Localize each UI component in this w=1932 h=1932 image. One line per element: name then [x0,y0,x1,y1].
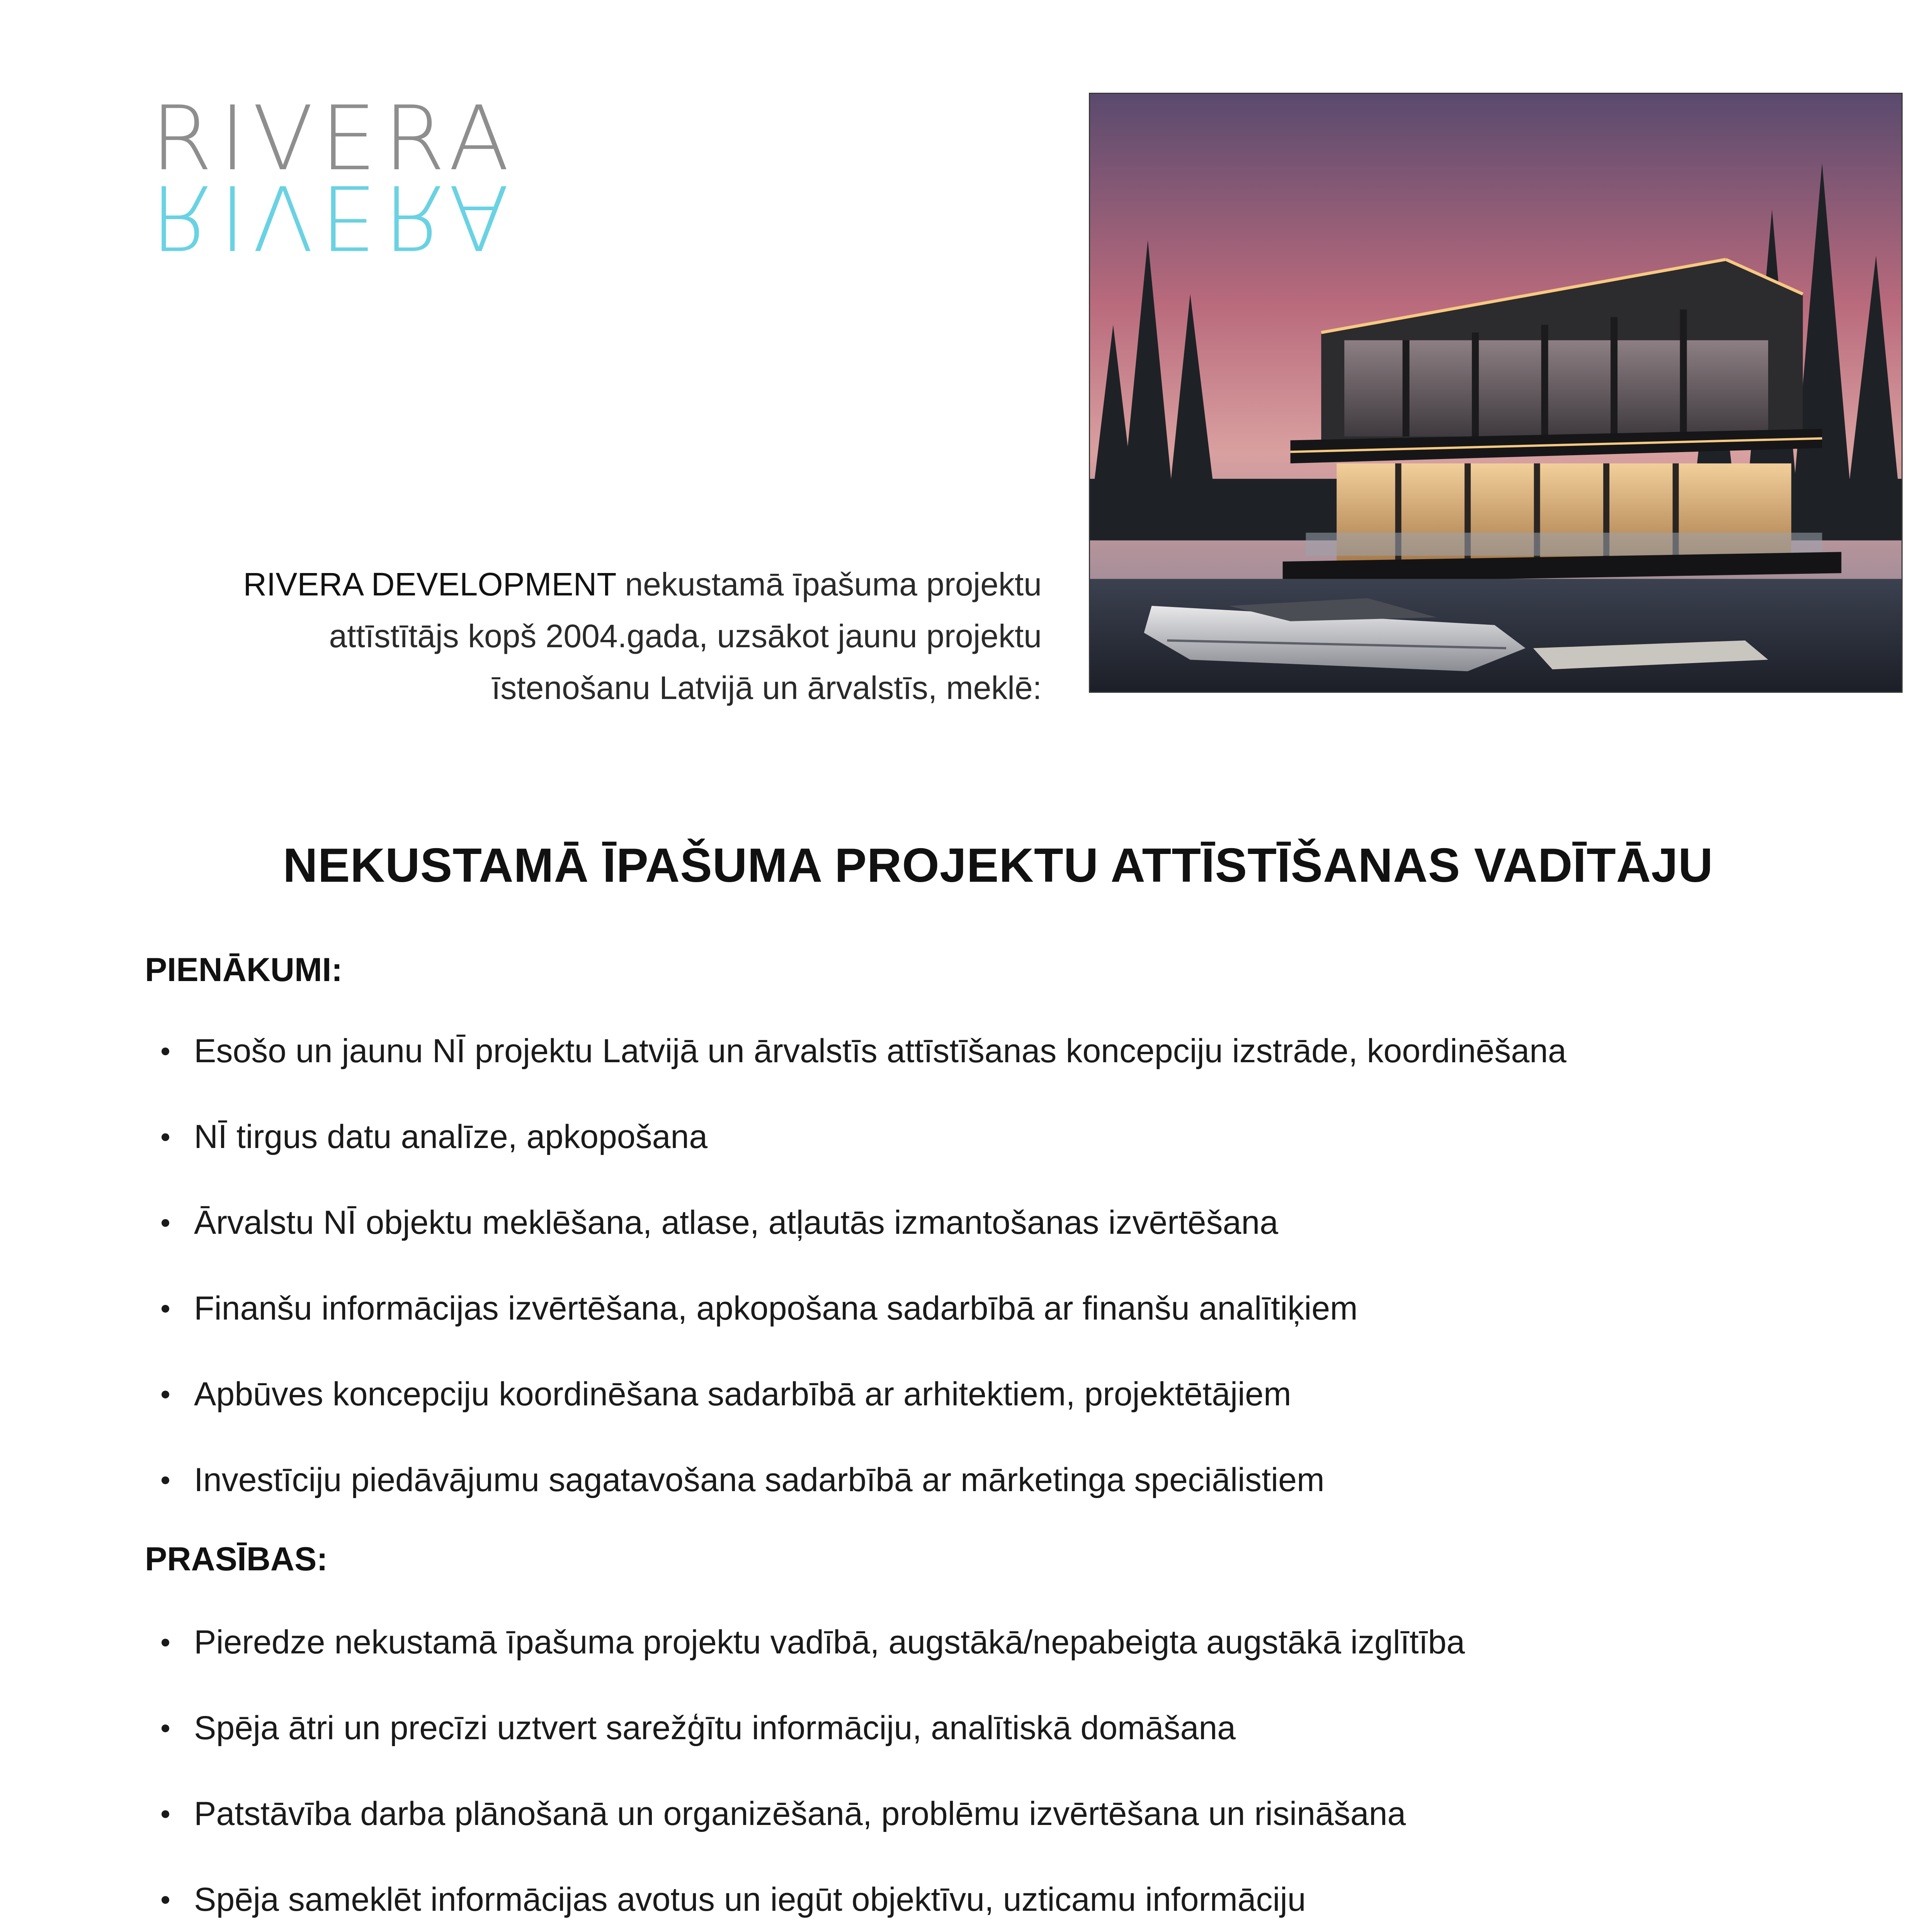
list-item-text: Apbūves koncepciju koordinēšana sadarbībā ar arhitektiem, projektētājiem [194,1376,1291,1413]
list-item-text: Spēja sameklēt informācijas avotus un iegūt objektīvu, uzticamu informāciju [194,1881,1306,1918]
bullet-icon [162,1048,169,1055]
bullet-icon [162,1896,169,1904]
bullet-icon [162,1810,169,1818]
list-item-text: Investīciju piedāvājumu sagatavošana sadarbībā ar mārketinga speciālistiem [194,1461,1325,1498]
intro-line-3: īstenošanu Latvijā un ārvalstīs, meklē: [491,670,1042,706]
intro-line-2: attīstītājs kopš 2004.gada, uzsākot jaunu projektu [329,618,1042,654]
list-item [158,1878,1465,1921]
list-item-text: Patstāvība darba plānošanā un organizēšanā, problēmu izvērtēšana un risināšana [194,1795,1406,1832]
duties-heading: PIENĀKUMI: [145,951,343,988]
list-item [158,1373,1566,1415]
list-item-text: Pieredze nekustamā īpašuma projektu vadībā, augstākā/nepabeigta augstākā izglītība [194,1624,1465,1661]
company-name: RIVERA DEVELOPMENT [243,566,616,602]
list-item [158,1030,1566,1072]
villa-illustration [1090,94,1901,692]
requirements-heading: PRASĪBAS: [145,1541,328,1578]
intro-line-1-rest: nekustamā īpašuma projektu [616,566,1042,602]
intro-text [153,558,1042,714]
bullet-icon [162,1219,169,1227]
bullet-icon [162,1725,169,1732]
bullet-icon [162,1639,169,1646]
logo-wordmark-reflection: RIVERA [151,165,517,268]
bullet-icon [162,1305,169,1313]
list-item [158,1116,1566,1158]
list-item-text: NĪ tirgus datu analīze, apkopošana [194,1118,708,1155]
list-item [158,1707,1465,1749]
duties-list [158,1030,1566,1544]
rivera-logo [151,87,517,268]
requirements-list [158,1621,1465,1932]
list-item [158,1793,1465,1835]
list-item-text: Ārvalstu NĪ objektu meklēšana, atlase, atļautās izmantošanas izvērtēšana [194,1204,1279,1241]
bullet-icon [162,1391,169,1398]
list-item [158,1201,1566,1244]
list-item-text: Esošo un jaunu NĪ projektu Latvijā un ārvalstīs attīstīšanas koncepciju izstrāde, koordinēšana [194,1032,1566,1070]
intro-line-1 [153,558,1042,610]
list-item [158,1459,1566,1501]
logo-wordmark: RIVERA [151,87,517,190]
list-item-text: Spēja ātri un precīzi uztvert sarežģītu informāciju, analītiskā domāšana [194,1709,1236,1747]
list-item [158,1621,1465,1663]
bullet-icon [162,1133,169,1141]
list-item-text: Finanšu informācijas izvērtēšana, apkopošana sadarbībā ar finanšu analītiķiem [194,1290,1358,1327]
hero-villa-image [1089,93,1903,693]
bullet-icon [162,1476,169,1484]
job-title: NEKUSTAMĀ ĪPAŠUMA PROJEKTU ATTĪSTĪŠANAS VADĪTĀJU [283,839,1713,892]
list-item [158,1287,1566,1330]
